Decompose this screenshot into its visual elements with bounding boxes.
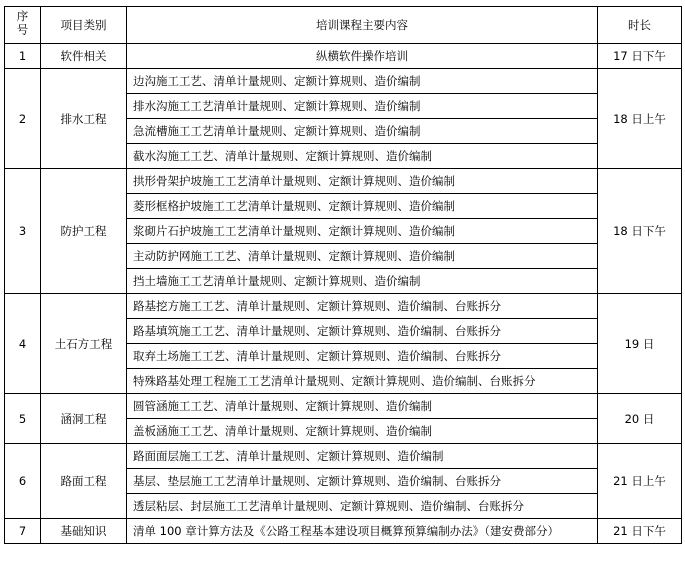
table-row (5, 519, 682, 544)
seq-cell: 7 (5, 519, 41, 544)
duration-cell: 19 日 (598, 294, 682, 394)
table-row (5, 444, 682, 469)
content-cell: 边沟施工工艺、清单计量规则、定额计算规则、造价编制 (127, 69, 598, 94)
category-cell: 路面工程 (41, 444, 127, 519)
content-cell: 盖板涵施工工艺、清单计量规则、定额计算规则、造价编制 (127, 419, 598, 444)
table-row (5, 169, 682, 194)
duration-cell: 18 日下午 (598, 169, 682, 294)
table-body (5, 7, 682, 544)
header-category: 项目类别 (41, 7, 127, 44)
content-cell: 急流槽施工工艺清单计量规则、定额计算规则、造价编制 (127, 119, 598, 144)
content-cell: 圆管涵施工工艺、清单计量规则、定额计算规则、造价编制 (127, 394, 598, 419)
category-cell: 基础知识 (41, 519, 127, 544)
content-cell: 路基填筑施工工艺、清单计量规则、定额计算规则、造价编制、台账拆分 (127, 319, 598, 344)
table-row (5, 69, 682, 94)
header-row (5, 7, 682, 44)
seq-cell: 3 (5, 169, 41, 294)
header-duration: 时长 (598, 7, 682, 44)
content-cell: 取弃土场施工工艺、清单计量规则、定额计算规则、造价编制、台账拆分 (127, 344, 598, 369)
content-cell: 主动防护网施工工艺、清单计量规则、定额计算规则、造价编制 (127, 244, 598, 269)
category-cell: 涵洞工程 (41, 394, 127, 444)
seq-cell: 6 (5, 444, 41, 519)
content-cell: 截水沟施工工艺、清单计量规则、定额计算规则、造价编制 (127, 144, 598, 169)
duration-cell: 21 日上午 (598, 444, 682, 519)
training-schedule-table (4, 6, 682, 544)
content-cell: 纵横软件操作培训 (127, 44, 598, 69)
content-cell: 浆砌片石护坡施工工艺清单计量规则、定额计算规则、造价编制 (127, 219, 598, 244)
seq-cell: 1 (5, 44, 41, 69)
content-cell: 排水沟施工工艺清单计量规则、定额计算规则、造价编制 (127, 94, 598, 119)
content-cell: 基层、垫层施工工艺清单计量规则、定额计算规则、造价编制、台账拆分 (127, 469, 598, 494)
duration-cell: 20 日 (598, 394, 682, 444)
content-cell: 特殊路基处理工程施工工艺清单计量规则、定额计算规则、造价编制、台账拆分 (127, 369, 598, 394)
table-row (5, 294, 682, 319)
header-seq: 序号 (5, 7, 41, 44)
table-row (5, 394, 682, 419)
seq-cell: 4 (5, 294, 41, 394)
category-cell: 防护工程 (41, 169, 127, 294)
content-cell: 清单 100 章计算方法及《公路工程基本建设项目概算预算编制办法》（建安费部分） (127, 519, 598, 544)
content-cell: 菱形框格护坡施工工艺清单计量规则、定额计算规则、造价编制 (127, 194, 598, 219)
content-cell: 拱形骨架护坡施工工艺清单计量规则、定额计算规则、造价编制 (127, 169, 598, 194)
category-cell: 土石方工程 (41, 294, 127, 394)
content-cell: 挡土墙施工工艺清单计量规则、定额计算规则、造价编制 (127, 269, 598, 294)
content-cell: 路面面层施工工艺、清单计量规则、定额计算规则、造价编制 (127, 444, 598, 469)
seq-cell: 2 (5, 69, 41, 169)
seq-cell: 5 (5, 394, 41, 444)
duration-cell: 21 日下午 (598, 519, 682, 544)
duration-cell: 18 日上午 (598, 69, 682, 169)
content-cell: 路基挖方施工工艺、清单计量规则、定额计算规则、造价编制、台账拆分 (127, 294, 598, 319)
table-row (5, 44, 682, 69)
category-cell: 软件相关 (41, 44, 127, 69)
duration-cell: 17 日下午 (598, 44, 682, 69)
category-cell: 排水工程 (41, 69, 127, 169)
header-content: 培训课程主要内容 (127, 7, 598, 44)
content-cell: 透层粘层、封层施工工艺清单计量规则、定额计算规则、造价编制、台账拆分 (127, 494, 598, 519)
